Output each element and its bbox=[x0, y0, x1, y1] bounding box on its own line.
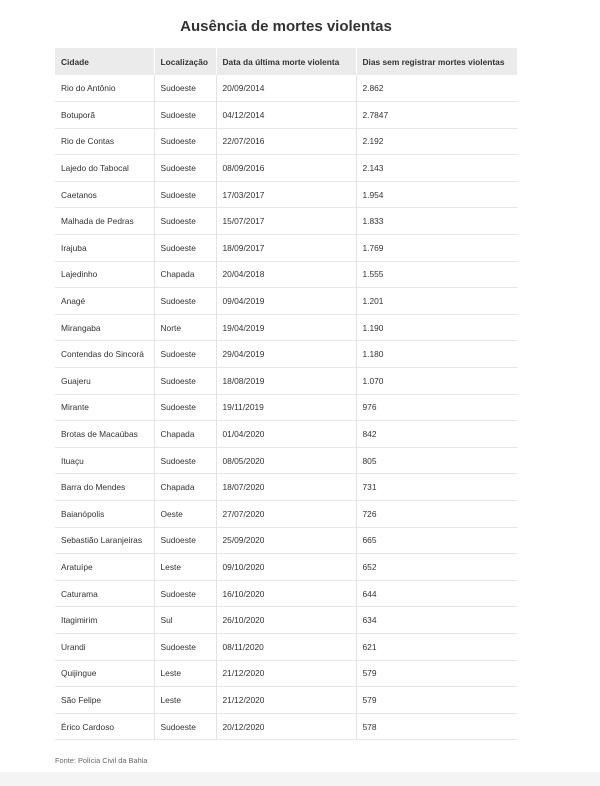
cell-dias: 621 bbox=[362, 641, 377, 652]
cell-cidade: Mirante bbox=[55, 394, 154, 421]
cell-localizacao: Oeste bbox=[154, 501, 216, 528]
table-row bbox=[55, 368, 517, 395]
cell-cidade: Quijingue bbox=[55, 660, 154, 687]
table-title: Ausência de mortes violentas bbox=[180, 18, 392, 35]
cell-dias: 1.201 bbox=[362, 296, 384, 307]
cell-dias: 2.862 bbox=[362, 83, 384, 94]
source-note: Fonte: Polícia Civil da Bahia bbox=[55, 756, 148, 765]
table-row bbox=[55, 128, 517, 155]
table-row bbox=[55, 181, 517, 208]
cell-dias: 634 bbox=[362, 615, 377, 626]
cell-cidade: São Felipe bbox=[55, 687, 154, 714]
table-row bbox=[55, 580, 517, 607]
cell-localizacao: Sudoeste bbox=[154, 447, 216, 474]
cell-data: 09/04/2019 bbox=[216, 288, 356, 315]
cell-localizacao: Norte bbox=[154, 314, 216, 341]
cell-localizacao: Sudoeste bbox=[154, 181, 216, 208]
cell-localizacao: Sudoeste bbox=[154, 394, 216, 421]
cell-data: 08/11/2020 bbox=[216, 633, 356, 660]
cell-cidade: Baianópolis bbox=[55, 501, 154, 528]
cell-localizacao: Leste bbox=[154, 554, 216, 581]
cell-data: 16/10/2020 bbox=[216, 580, 356, 607]
cell-cidade: Ituaçu bbox=[55, 447, 154, 474]
cell-localizacao: Sul bbox=[154, 607, 216, 634]
cell-localizacao: Chapada bbox=[154, 474, 216, 501]
table-row bbox=[55, 261, 517, 288]
table-row bbox=[55, 341, 517, 368]
cell-localizacao: Sudoeste bbox=[154, 155, 216, 182]
page-footer-band bbox=[0, 772, 600, 786]
cell-dias: 976 bbox=[362, 402, 377, 413]
cell-data: 25/09/2020 bbox=[216, 527, 356, 554]
cell-cidade: Contendas do Sincorá bbox=[55, 341, 154, 368]
cell-dias: 1.070 bbox=[362, 375, 384, 386]
table-row bbox=[55, 421, 517, 448]
cell-localizacao: Chapada bbox=[154, 261, 216, 288]
cell-cidade: Anagé bbox=[55, 288, 154, 315]
cell-data: 19/11/2019 bbox=[216, 394, 356, 421]
cell-dias: 726 bbox=[362, 508, 377, 519]
cell-dias: 579 bbox=[362, 694, 377, 705]
cell-data: 01/04/2020 bbox=[216, 421, 356, 448]
cell-dias: 1.954 bbox=[362, 189, 384, 200]
cell-dias: 805 bbox=[362, 455, 377, 466]
cell-localizacao: Chapada bbox=[154, 421, 216, 448]
header-data-ultima-morte: Data da última morte violenta bbox=[216, 48, 356, 75]
table-row bbox=[55, 75, 517, 102]
cell-localizacao: Sudoeste bbox=[154, 128, 216, 155]
cell-localizacao: Sudoeste bbox=[154, 235, 216, 262]
table-header bbox=[55, 48, 517, 75]
cell-cidade: Itagimirim bbox=[55, 607, 154, 634]
cell-localizacao: Sudoeste bbox=[154, 527, 216, 554]
table-row bbox=[55, 208, 517, 235]
header-localizacao: Localização bbox=[154, 48, 216, 75]
cell-data: 09/10/2020 bbox=[216, 554, 356, 581]
cell-data: 27/07/2020 bbox=[216, 501, 356, 528]
cell-cidade: Botuporã bbox=[55, 102, 154, 129]
cell-data: 08/05/2020 bbox=[216, 447, 356, 474]
cell-data: 18/08/2019 bbox=[216, 368, 356, 395]
cell-dias: 731 bbox=[362, 482, 377, 493]
header-cidade: Cidade bbox=[55, 48, 154, 75]
table-row bbox=[55, 607, 517, 634]
cell-cidade: Aratuípe bbox=[55, 554, 154, 581]
cell-dias: 652 bbox=[362, 561, 377, 572]
cell-data: 18/07/2020 bbox=[216, 474, 356, 501]
cell-cidade: Irajuba bbox=[55, 235, 154, 262]
cell-cidade: Guajeru bbox=[55, 368, 154, 395]
table-body bbox=[55, 75, 517, 740]
cell-data: 29/04/2019 bbox=[216, 341, 356, 368]
cell-cidade: Rio de Contas bbox=[55, 128, 154, 155]
table-row bbox=[55, 633, 517, 660]
cell-data: 21/12/2020 bbox=[216, 660, 356, 687]
cell-data: 26/10/2020 bbox=[216, 607, 356, 634]
cell-localizacao: Sudoeste bbox=[154, 102, 216, 129]
cell-dias: 842 bbox=[362, 429, 377, 440]
cell-dias: 1.190 bbox=[362, 322, 384, 333]
cell-cidade: Érico Cardoso bbox=[55, 713, 154, 740]
cell-localizacao: Sudoeste bbox=[154, 368, 216, 395]
cell-data: 17/03/2017 bbox=[216, 181, 356, 208]
cell-cidade: Lajedo do Tabocal bbox=[55, 155, 154, 182]
table-row bbox=[55, 314, 517, 341]
cell-localizacao: Sudoeste bbox=[154, 208, 216, 235]
cell-localizacao: Sudoeste bbox=[154, 580, 216, 607]
cell-cidade: Barra do Mendes bbox=[55, 474, 154, 501]
cell-localizacao: Sudoeste bbox=[154, 288, 216, 315]
cell-data: 04/12/2014 bbox=[216, 102, 356, 129]
header-row bbox=[55, 48, 517, 75]
cell-data: 18/09/2017 bbox=[216, 235, 356, 262]
cell-data: 19/04/2019 bbox=[216, 314, 356, 341]
cell-dias: 2.143 bbox=[362, 163, 384, 174]
cell-data: 20/09/2014 bbox=[216, 75, 356, 102]
table-row bbox=[55, 447, 517, 474]
cell-dias: 1.769 bbox=[362, 242, 384, 253]
cell-dias: 1.180 bbox=[362, 349, 384, 360]
cell-dias: 1.833 bbox=[362, 216, 384, 227]
cell-dias: 1.555 bbox=[362, 269, 384, 280]
cell-cidade: Lajedinho bbox=[55, 261, 154, 288]
cell-cidade: Urandi bbox=[55, 633, 154, 660]
table-row bbox=[55, 501, 517, 528]
cell-localizacao: Leste bbox=[154, 687, 216, 714]
cell-cidade: Malhada de Pedras bbox=[55, 208, 154, 235]
cell-data: 20/04/2018 bbox=[216, 261, 356, 288]
cell-cidade: Caturama bbox=[55, 580, 154, 607]
table-row bbox=[55, 394, 517, 421]
cell-data: 15/07/2017 bbox=[216, 208, 356, 235]
cell-dias: 2.7847 bbox=[362, 109, 389, 120]
table-row bbox=[55, 474, 517, 501]
cell-cidade: Mirangaba bbox=[55, 314, 154, 341]
cell-dias: 579 bbox=[362, 668, 377, 679]
table-row bbox=[55, 102, 517, 129]
cell-data: 22/07/2016 bbox=[216, 128, 356, 155]
cell-dias: 665 bbox=[362, 535, 377, 546]
table-row bbox=[55, 527, 517, 554]
cell-dias: 644 bbox=[362, 588, 377, 599]
cell-localizacao: Leste bbox=[154, 660, 216, 687]
table-row bbox=[55, 660, 517, 687]
table-row bbox=[55, 288, 517, 315]
table-row bbox=[55, 155, 517, 182]
cell-data: 20/12/2020 bbox=[216, 713, 356, 740]
data-table bbox=[55, 48, 517, 740]
cell-cidade: Sebastião Laranjeiras bbox=[55, 527, 154, 554]
cell-localizacao: Sudoeste bbox=[154, 633, 216, 660]
table-row bbox=[55, 235, 517, 262]
cell-cidade: Rio do Antônio bbox=[55, 75, 154, 102]
cell-dias: 2.192 bbox=[362, 136, 384, 147]
cell-localizacao: Sudoeste bbox=[154, 75, 216, 102]
cell-data: 08/09/2016 bbox=[216, 155, 356, 182]
cell-dias: 578 bbox=[362, 721, 377, 732]
table-row bbox=[55, 554, 517, 581]
cell-localizacao: Sudoeste bbox=[154, 341, 216, 368]
table-row bbox=[55, 687, 517, 714]
cell-cidade: Caetanos bbox=[55, 181, 154, 208]
cell-cidade: Brotas de Macaúbas bbox=[55, 421, 154, 448]
cell-data: 21/12/2020 bbox=[216, 687, 356, 714]
cell-localizacao: Sudoeste bbox=[154, 713, 216, 740]
table-row bbox=[55, 713, 517, 740]
header-dias-sem-mortes: Dias sem registrar mortes violentas bbox=[362, 56, 505, 67]
